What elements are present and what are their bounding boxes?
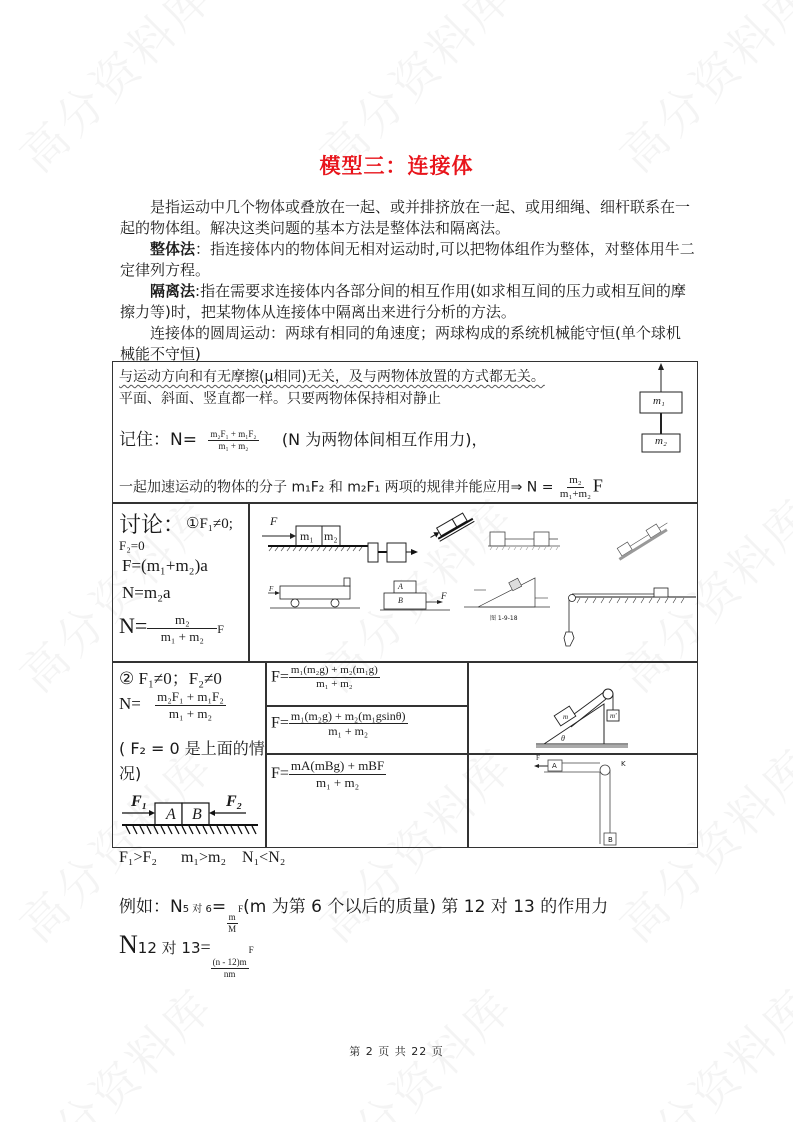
pulley-k-label: K bbox=[621, 760, 626, 768]
block-m2-label: m₂ bbox=[324, 529, 338, 543]
table-divider bbox=[467, 661, 469, 848]
eq-n-fraction: N= $\frac{\text{m₂}}{\text{m₁ + m₂}}$ F bbox=[119, 612, 224, 644]
remember-formula bbox=[119, 425, 487, 451]
example-line: 例如：N5 对 6= $\frac{m}{M}$ F(m 为第 6 个以后的质量) 第 12 对 13 的作用力 bbox=[119, 897, 609, 934]
case2-condition: ② F₁≠0；F₂≠0 bbox=[119, 669, 222, 688]
isolate-method-paragraph bbox=[120, 281, 695, 323]
apply-fraction: $\frac{\text{m₂}}{\text{m₁+m₂}}$ bbox=[559, 474, 591, 501]
table-divider bbox=[265, 753, 698, 755]
page-title: 模型三：连接体 bbox=[319, 154, 474, 178]
discussion-label: 讨论： bbox=[119, 513, 186, 538]
formula-incline: F= $\frac{\text{m₁(m₂g) + m₂(m₁gsinθ)}}{\text{m₁ + m₂}}$ bbox=[271, 709, 406, 739]
table-divider bbox=[112, 661, 698, 663]
whole-method-paragraph bbox=[120, 239, 695, 281]
whole-method-label: 整体法 bbox=[150, 240, 196, 258]
corner-pulley-diagram bbox=[534, 756, 644, 848]
corner-block-b-label: B bbox=[608, 836, 613, 844]
mass2-label: m₂ bbox=[655, 435, 667, 447]
table-divider bbox=[265, 705, 467, 707]
f1-label: F₁ bbox=[131, 793, 148, 810]
f2-label: F₂ bbox=[226, 793, 243, 810]
case1-condition-b: F₂=0 bbox=[119, 538, 145, 553]
apply-text: 一起加速运动的物体的分子 m₁F₂ 和 m₂F₁ 两项的规律并能应用⇒ N = bbox=[119, 479, 554, 496]
eq-normal-force: N=m₂a bbox=[122, 583, 171, 602]
figure-caption: 图 1-9-18 bbox=[490, 615, 518, 622]
block-m1-label: m₁ bbox=[300, 529, 314, 543]
table-divider bbox=[265, 661, 267, 848]
circular-motion-text: 连接体的圆周运动：两球有相同的角速度；两球构成的系统机械能守恒(单个球机械能不守恒) bbox=[120, 324, 681, 363]
page-number: 第 2 页 共 22 页 bbox=[349, 1045, 444, 1058]
eq-total-force: F=(m₁+m₂)a bbox=[122, 556, 208, 575]
incline-block-label: m bbox=[563, 713, 569, 721]
incline-pulley-diagram bbox=[536, 670, 646, 750]
remember-fraction: $\frac{\text{m₂F₁ + m₁F₂}}{\text{m₁ + m₂}}$ bbox=[210, 428, 257, 451]
corner-block-a-label: A bbox=[552, 762, 557, 770]
physics-diagrams bbox=[250, 504, 696, 660]
intro-text: 是指运动中几个物体或叠放在一起、或并排挤放在一起、或用细绳、细杆联系在一起的物体组。解决这类问题的基本方法是整体法和隔离法。 bbox=[120, 198, 691, 237]
case2-note-b: 况) bbox=[119, 764, 142, 783]
block-a-label: A bbox=[166, 806, 176, 823]
stack-a-label: A bbox=[398, 582, 403, 591]
pull-force-label: F bbox=[536, 754, 540, 762]
intro-paragraph bbox=[120, 197, 695, 239]
invariance-note: 与运动方向和有无摩擦(μ相同)无关，及与两物体放置的方式都无关。 bbox=[119, 369, 545, 385]
apply-formula: 一起加速运动的物体的分子 m₁F₂ 和 m₂F₁ 两项的规律并能应用⇒ N = $\frac{\text{m₂}}{\text{m₁+m₂}}$ F bbox=[119, 474, 603, 501]
case1-condition: ①F₁≠0; bbox=[186, 516, 233, 532]
isolate-method-label: 隔离法 bbox=[150, 282, 196, 300]
stack-force-label: F bbox=[441, 591, 447, 601]
push-force-label: F bbox=[270, 514, 278, 528]
isolate-method-text: :指在需要求连接体内各部分间的相互作用(如求相互间的压力或相互间的摩擦力等)时，把某物体从连接体中隔离出来进行分析的方法。 bbox=[120, 282, 686, 321]
n12-13-formula: N12 对 13= $\frac{(n - 12)m}{nm}$ F bbox=[119, 930, 254, 979]
formula-pulley: F= $\frac{\text{mA(mBg) + mBF}}{\text{m₁ + m₂}}$ bbox=[271, 758, 385, 790]
mass1-label: m₁ bbox=[653, 395, 665, 407]
circular-motion-paragraph bbox=[120, 323, 695, 365]
remember-label: 记住：N= bbox=[119, 430, 197, 450]
remember-note: (N 为两物体间相互作用力)， bbox=[281, 430, 488, 449]
angle-theta-label: θ bbox=[561, 734, 565, 743]
cart-force-label: F bbox=[269, 585, 274, 593]
block-b-label: B bbox=[192, 806, 202, 823]
case2-n-formula: N= $\frac{\text{m₂F₁ + m₁F₂}}{\text{m₁ + m₂}}$ bbox=[119, 689, 224, 721]
stack-b-label: B bbox=[398, 596, 403, 605]
inequality-relation: F₁>F₂ m₁>m₂ N₁<N₂ bbox=[119, 849, 286, 866]
hanging-block-label: m' bbox=[610, 712, 617, 720]
same-conditions-note: 平面、斜面、竖直都一样。只要两物体保持相对静止 bbox=[119, 391, 441, 407]
formula-horizontal: F= $\frac{\text{m₁(m₂g) + m₂(m₁g)}}{\text{m₁ + m₂}}$ bbox=[271, 664, 378, 691]
whole-method-text: ：指连接体内的物体间无相对运动时,可以把物体组作为整体，对整体用牛二定律列方程。 bbox=[120, 240, 695, 279]
case2-note: ( F₂ = 0 是上面的情 bbox=[119, 739, 265, 758]
